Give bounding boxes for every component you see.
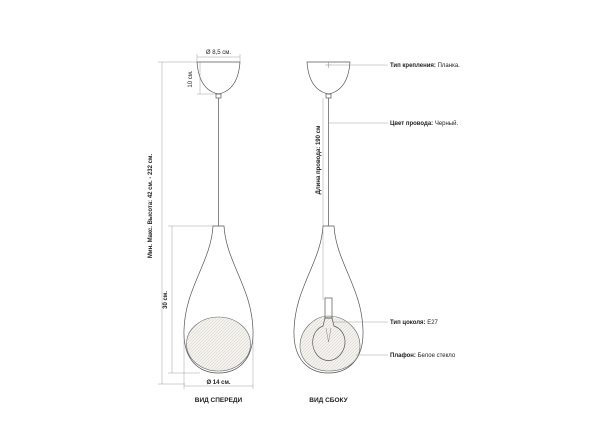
front-view-title: ВИД СПЕРЕДИ [194, 397, 243, 404]
canopy-height-label: 10 см. [188, 70, 194, 88]
front-canopy-connector [216, 94, 221, 98]
side-glass-diffuser [300, 316, 360, 371]
shade-height-label: 30 см. [163, 291, 169, 309]
callout-mounting-key: Тип крепления: [390, 63, 436, 69]
callout-cord-text [390, 120, 458, 127]
callout-mounting-type [332, 63, 461, 69]
callout-socket-value: E27 [425, 320, 438, 326]
shade-diameter-label: Ø 14 см. [206, 380, 231, 386]
callout-cord-value: Черный. [433, 121, 459, 127]
callout-shade-value: Белое стекло [415, 353, 456, 359]
side-view-title: ВИД СБОКУ [309, 397, 348, 404]
callout-mounting-value: Планка. [435, 63, 460, 69]
height-range-label: Мин. Макс. Высота: 42 см. - 232 см. [148, 153, 154, 259]
callout-mounting-text [390, 63, 460, 69]
callout-cord-color [329, 120, 459, 127]
callout-shade-material [356, 352, 456, 359]
callout-cord-key: Цвет провода: [390, 121, 434, 127]
side-socket [325, 298, 332, 318]
front-canopy [197, 62, 240, 94]
callout-shade-key: Плафон: [390, 353, 416, 359]
callout-socket-key: Тип цоколя: [390, 320, 426, 326]
cord-length-label: Длина провода: 190 см [316, 125, 322, 195]
canopy-diameter-label: Ø 8,5 см. [205, 50, 232, 56]
side-view [294, 62, 363, 404]
front-view [148, 50, 253, 404]
side-canopy-connector [326, 94, 331, 98]
callout-shade-text [390, 352, 456, 359]
front-glass-diffuser [187, 317, 251, 371]
callouts [329, 63, 461, 359]
callout-socket-text [390, 320, 439, 326]
